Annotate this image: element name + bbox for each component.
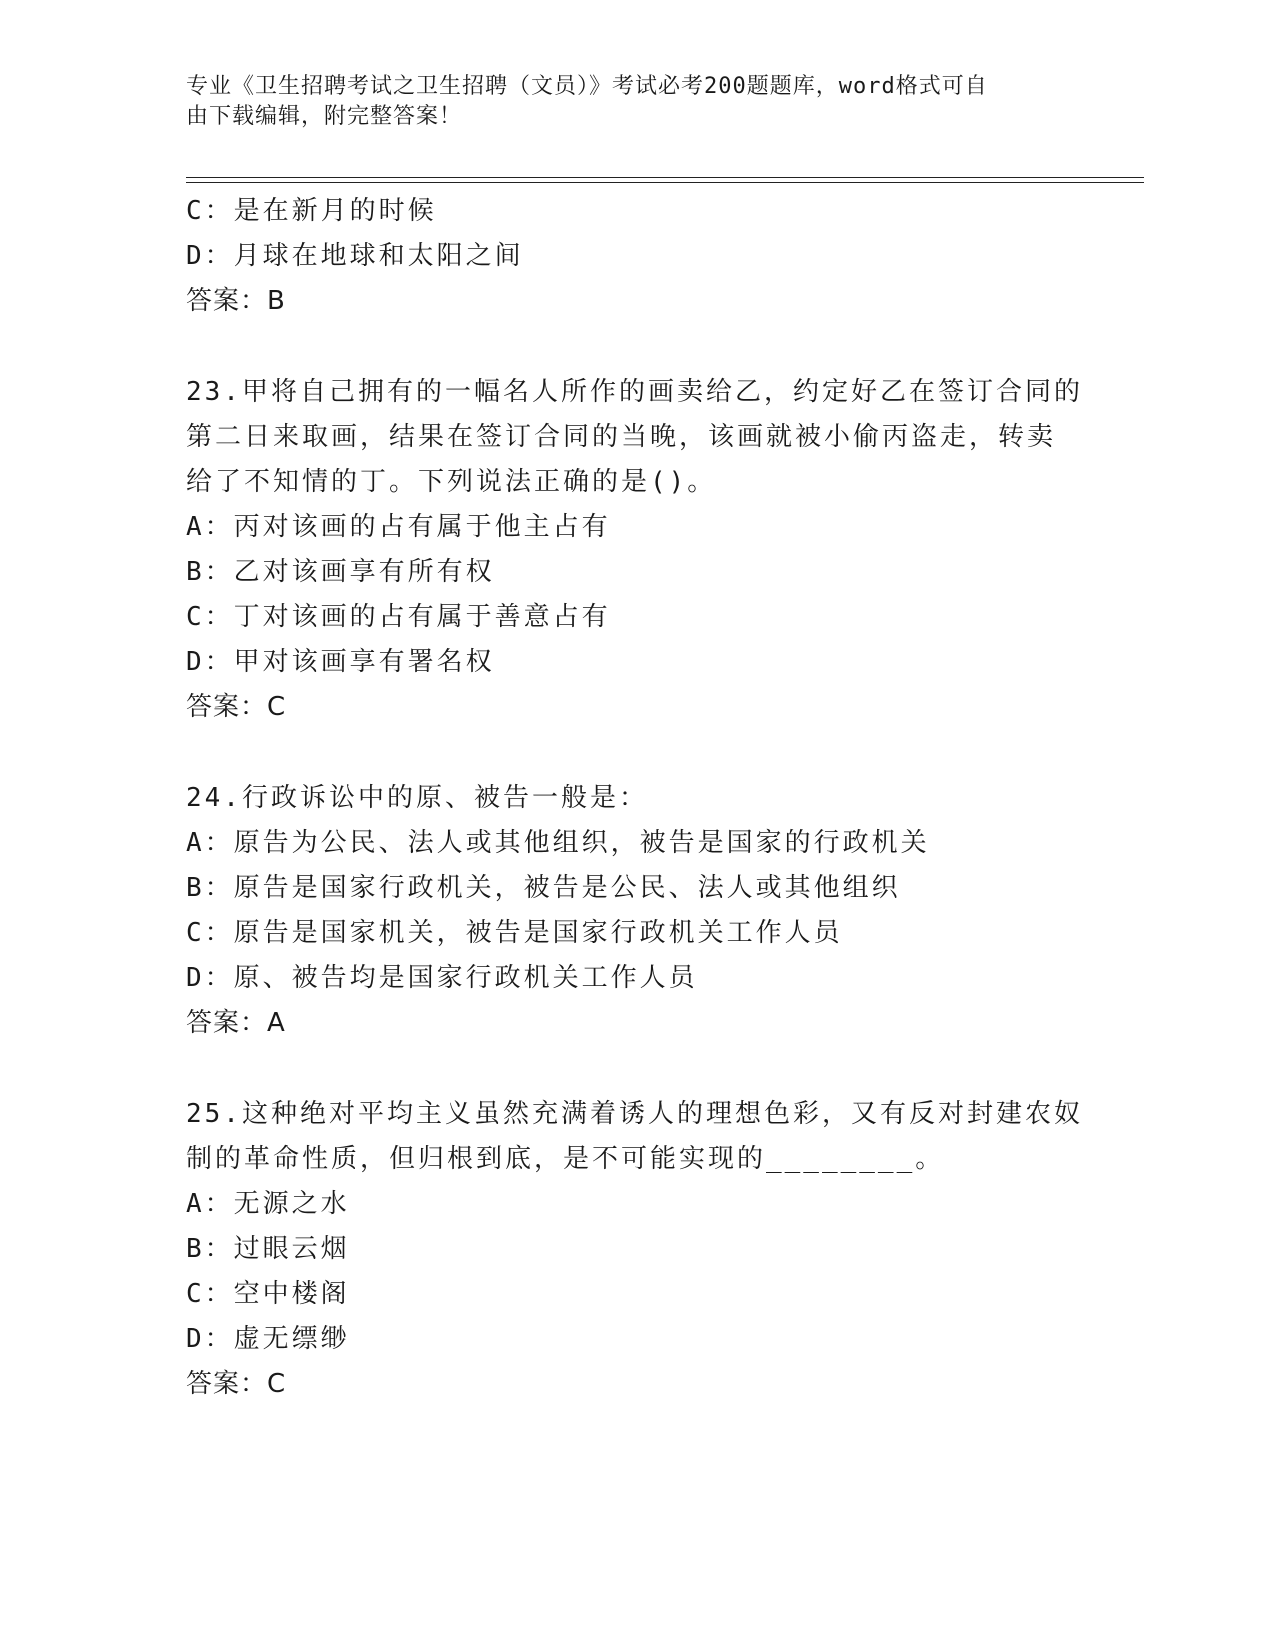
header-line-2: 由下载编辑，附完整答案！ <box>186 104 463 129</box>
question-stem: 第二日来取画，结果在签订合同的当晚，该画就被小偷丙盗走，转卖 <box>186 422 1057 452</box>
option-a: A：原告为公民、法人或其他组织，被告是国家的行政机关 <box>186 828 930 858</box>
question-stem: 给了不知情的丁。下列说法正确的是()。 <box>186 467 717 497</box>
option-c: C：丁对该画的占有属于善意占有 <box>186 602 611 632</box>
option-a: A：丙对该画的占有属于他主占有 <box>186 512 611 542</box>
option-d: D：原、被告均是国家行政机关工作人员 <box>186 963 698 993</box>
question-list <box>186 189 1086 1407</box>
question-23 <box>186 370 1086 730</box>
question-22-tail <box>186 189 1086 324</box>
spacer <box>186 324 1086 370</box>
question-stem: 25.这种绝对平均主义虽然充满着诱人的理想色彩，又有反对封建农奴 <box>186 1099 1083 1129</box>
question-stem: 23.甲将自己拥有的一幅名人所作的画卖给乙，约定好乙在签订合同的 <box>186 377 1083 407</box>
option-c: C：空中楼阁 <box>186 1279 350 1309</box>
answer-line: 答案：C <box>186 692 287 722</box>
option-b: B：过眼云烟 <box>186 1234 350 1264</box>
answer-line: 答案：A <box>186 1008 286 1038</box>
answer-line: 答案：C <box>186 1369 287 1399</box>
option-c: C：是在新月的时候 <box>186 196 437 226</box>
option-a: A：无源之水 <box>186 1189 350 1219</box>
option-b: B：原告是国家行政机关，被告是公民、法人或其他组织 <box>186 873 901 903</box>
question-stem: 制的革命性质，但归根到底，是不可能实现的________。 <box>186 1144 945 1174</box>
spacer <box>186 730 1086 776</box>
option-d: D：月球在地球和太阳之间 <box>186 241 524 271</box>
document-header <box>186 72 1066 132</box>
spacer <box>186 1046 1086 1092</box>
header-divider-top <box>186 177 1144 178</box>
option-c: C：原告是国家机关，被告是国家行政机关工作人员 <box>186 918 843 948</box>
question-stem: 24.行政诉讼中的原、被告一般是： <box>186 783 648 813</box>
question-24 <box>186 776 1086 1046</box>
answer-line: 答案：B <box>186 286 286 316</box>
option-d: D：甲对该画享有署名权 <box>186 647 495 677</box>
option-d: D：虚无缥缈 <box>186 1324 350 1354</box>
question-25 <box>186 1092 1086 1407</box>
header-divider-bottom <box>186 182 1144 183</box>
header-line-1: 专业《卫生招聘考试之卫生招聘（文员）》考试必考200题题库，word格式可自 <box>186 74 988 99</box>
option-b: B：乙对该画享有所有权 <box>186 557 495 587</box>
